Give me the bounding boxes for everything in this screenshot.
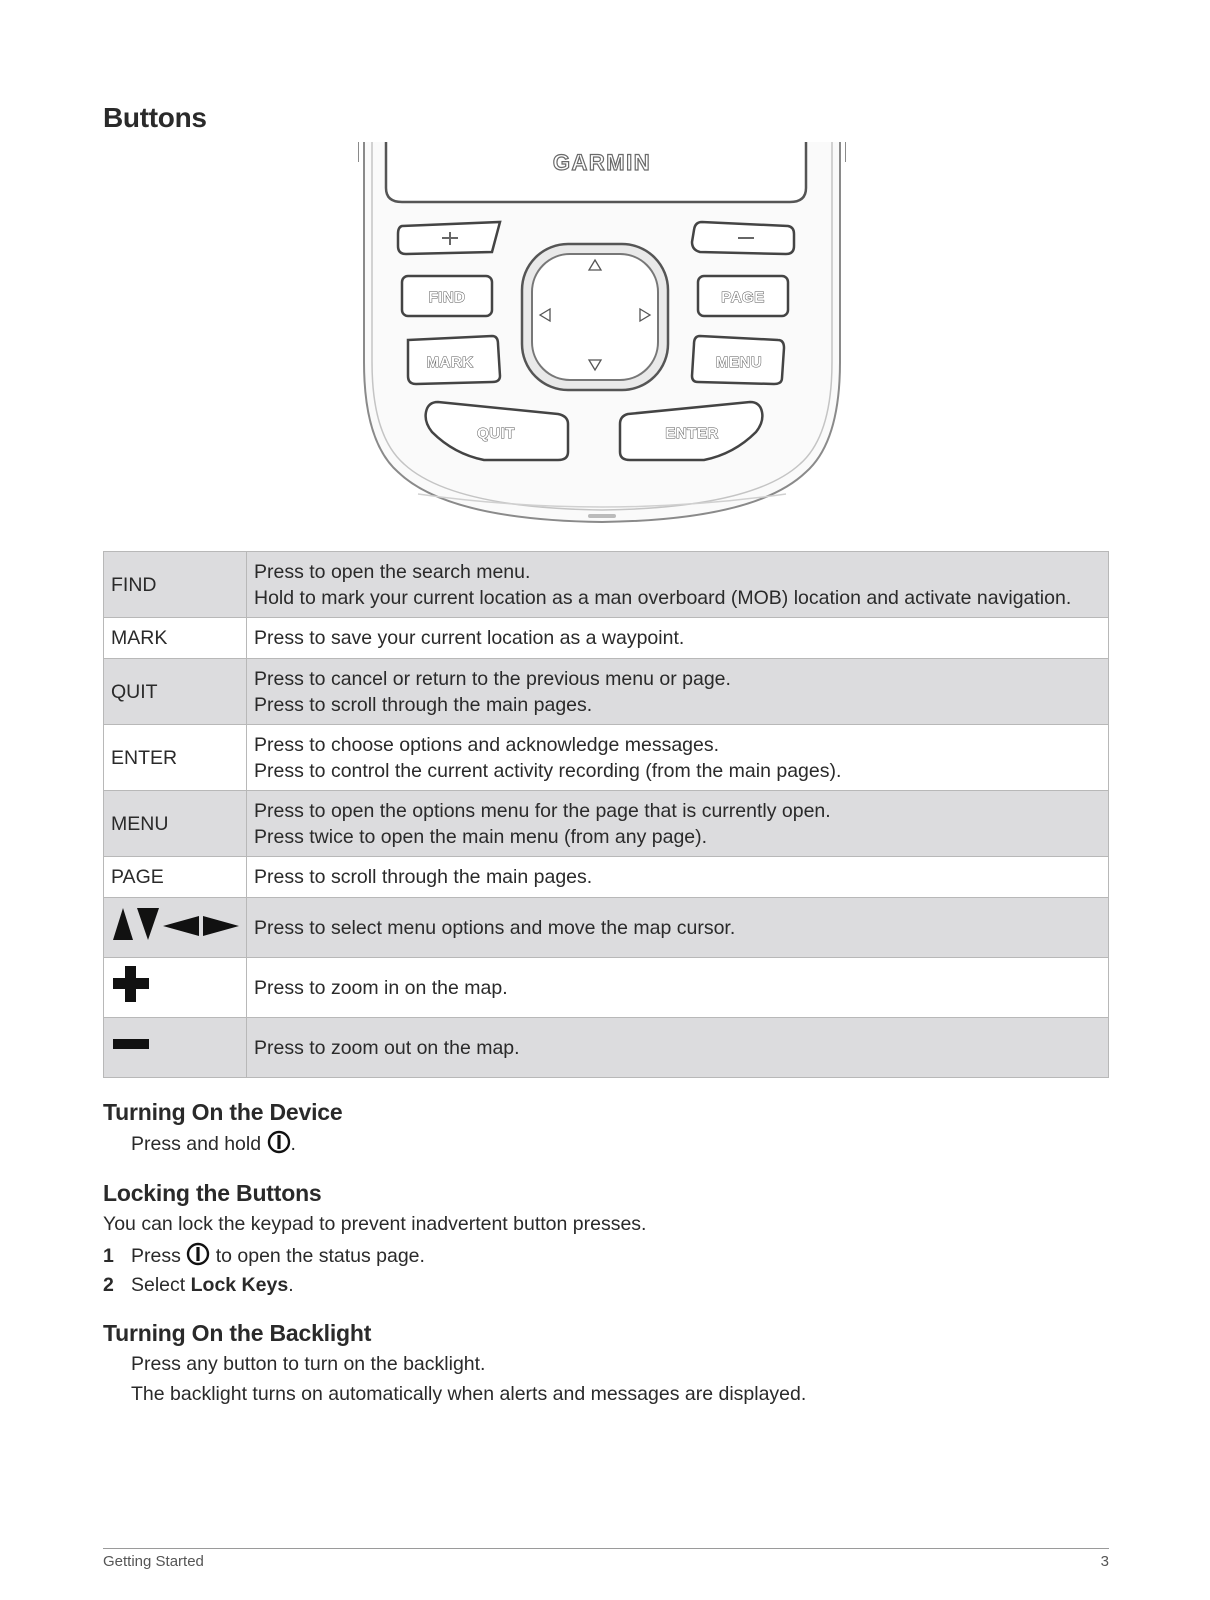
device-illustration [358, 142, 846, 542]
desc-line: Press to select menu options and move the map cursor. [254, 916, 736, 939]
table-key-cell: PAGE [104, 857, 247, 898]
backlight-line: Press any button to turn on the backlight. [131, 1353, 486, 1375]
table-row [104, 659, 1109, 725]
table-key-cell [104, 958, 247, 1018]
table-desc-cell [247, 659, 1109, 725]
section-title: Buttons [103, 102, 207, 133]
svg-text:PAGE: PAGE [721, 289, 765, 306]
table-desc-cell [247, 618, 1109, 659]
locking-intro: You can lock the keypad to prevent inadvertent button presses. [103, 1213, 647, 1235]
step-number: 2 [103, 1274, 114, 1296]
footer-section: Getting Started [103, 1553, 204, 1570]
step-1 [103, 1242, 425, 1269]
minus-button[interactable] [692, 222, 794, 254]
svg-text:MENU: MENU [715, 354, 763, 371]
table-row [104, 898, 1109, 958]
step-text-after: to open the status page. [215, 1245, 425, 1267]
table-key-cell: ENTER [104, 725, 247, 791]
table-desc-cell [247, 857, 1109, 898]
desc-line: Press to open the search menu. [254, 560, 531, 583]
turning-on-text [131, 1130, 296, 1157]
table-row [104, 725, 1109, 791]
desc-line: Press to save your current location as a waypoint. [254, 627, 685, 649]
step-text-before: Select [131, 1274, 186, 1296]
table-key-cell: MENU [104, 791, 247, 857]
table-desc-cell [247, 1018, 1109, 1078]
table-key-cell [104, 1018, 247, 1078]
plus-button[interactable] [398, 222, 500, 254]
table-desc-cell [247, 791, 1109, 857]
find-button[interactable] [402, 276, 492, 316]
menu-button[interactable] [692, 336, 784, 384]
table-desc-cell [247, 552, 1109, 618]
desc-line: Press to scroll through the main pages. [254, 693, 593, 716]
step-number: 1 [103, 1245, 114, 1267]
desc-line: Press to cancel or return to the previous menu or page. [254, 667, 731, 690]
step-2 [103, 1272, 294, 1298]
desc-line: Press to zoom out on the map. [254, 1036, 520, 1059]
turning-on-text-after: . [290, 1133, 296, 1155]
turning-on-heading: Turning On the Device [103, 1099, 343, 1125]
footer-divider [103, 1548, 1109, 1549]
arrow-keys-icon [111, 906, 239, 942]
table-row [104, 857, 1109, 898]
desc-line: Press twice to open the main menu (from any page). [254, 825, 708, 848]
desc-line: Press to choose options and acknowledge messages. [254, 733, 720, 756]
direction-pad[interactable] [522, 244, 668, 390]
page-number: 3 [1100, 1553, 1109, 1570]
power-icon [267, 1130, 291, 1154]
table-row [104, 958, 1109, 1018]
desc-line: Press to zoom in on the map. [254, 976, 508, 999]
table-key-cell [104, 898, 247, 958]
desc-line: Hold to mark your current location as a man overboard (MOB) location and activate navigation. [254, 586, 1072, 609]
brand-logo: GARMIN [552, 150, 652, 175]
table-desc-cell [247, 958, 1109, 1018]
table-key-cell: QUIT [104, 659, 247, 725]
table-row [104, 791, 1109, 857]
backlight-line: The backlight turns on automatically when alerts and messages are displayed. [131, 1383, 807, 1405]
table-desc-cell [247, 898, 1109, 958]
desc-line: Press to open the options menu for the page that is currently open. [254, 799, 831, 822]
svg-text:QUIT: QUIT [477, 425, 515, 442]
table-desc-cell [247, 725, 1109, 791]
plus-icon [111, 964, 151, 1004]
table-key-cell: FIND [104, 552, 247, 618]
minus-icon [111, 1034, 151, 1054]
desc-line: Press to control the current activity recording (from the main pages). [254, 759, 842, 782]
backlight-heading: Turning On the Backlight [103, 1320, 372, 1346]
buttons-table [103, 551, 1109, 1078]
locking-heading: Locking the Buttons [103, 1180, 322, 1206]
turning-on-text-before: Press and hold [131, 1133, 262, 1155]
desc-line: Press to scroll through the main pages. [254, 866, 593, 888]
svg-text:MARK: MARK [426, 354, 474, 371]
table-row [104, 1018, 1109, 1078]
lanyard-slot [588, 514, 616, 518]
table-row [104, 618, 1109, 659]
mark-button[interactable] [408, 336, 500, 384]
table-row [104, 552, 1109, 618]
svg-text:FIND: FIND [428, 289, 466, 306]
table-key-cell: MARK [104, 618, 247, 659]
step-text-before: Press [131, 1245, 181, 1267]
page-button[interactable] [698, 276, 788, 316]
step-text-after: . [288, 1274, 294, 1296]
svg-text:ENTER: ENTER [665, 425, 719, 442]
lock-keys-label: Lock Keys [190, 1274, 289, 1296]
power-icon [186, 1242, 210, 1266]
